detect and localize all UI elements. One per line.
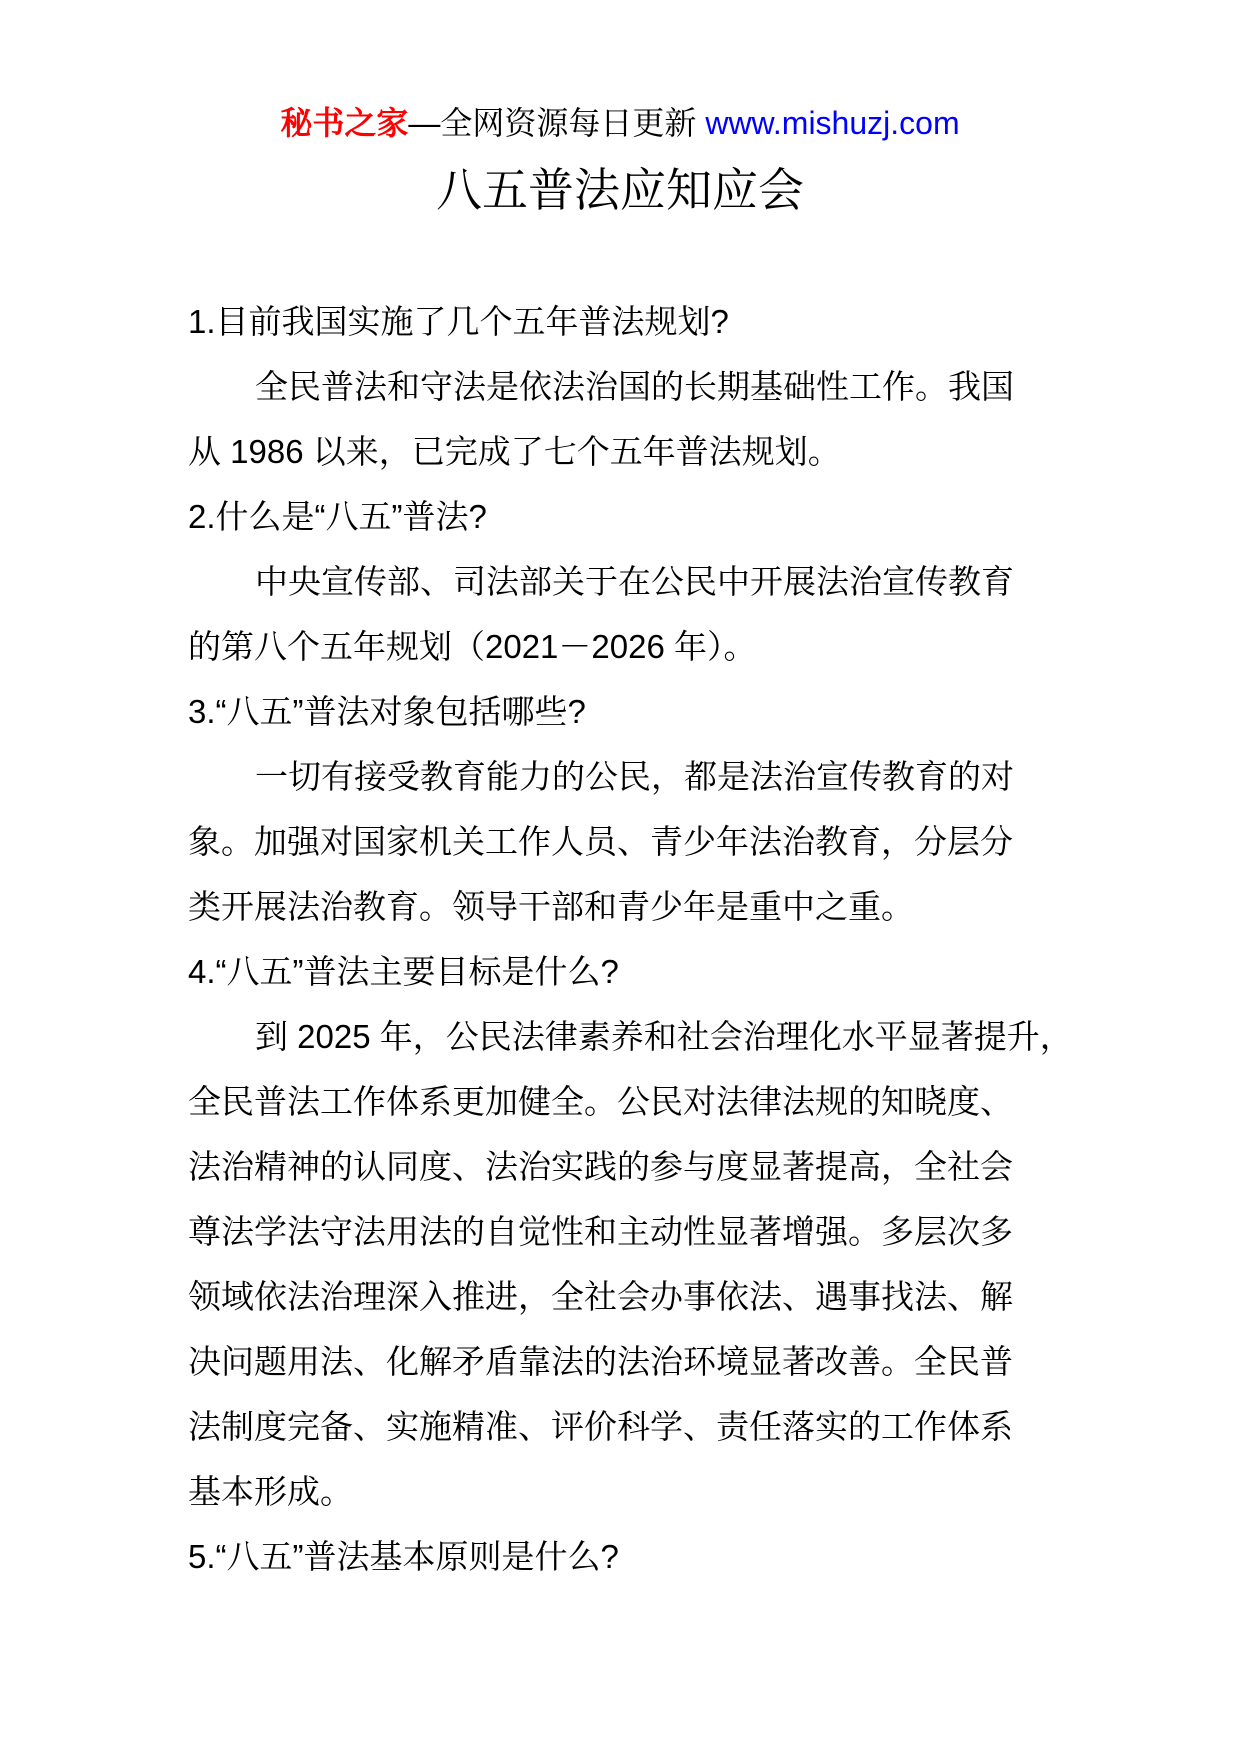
answer-line: 基本形成。 [188,1473,353,1510]
document-title: 八五普法应知应会 [436,164,804,216]
question-heading: 1.目前我国实施了几个五年普法规划? [188,303,729,340]
answer-line: 象。加强对国家机关工作人员、青少年法治教育，分层分 [188,823,1013,860]
answer-line: 中央宣传部、司法部关于在公民中开展法治宣传教育 [255,563,1014,600]
answer-line: 从 1986 以来，已完成了七个五年普法规划。 [188,433,841,470]
site-url: www.mishuzj.com [705,105,960,141]
site-header [0,100,1240,146]
answer-line: 决问题用法、化解矛盾靠法的法治环境显著改善。全民普 [188,1343,1013,1380]
question-heading: 5.“八五”普法基本原则是什么? [188,1538,619,1575]
answer-line: 全民普法工作体系更加健全。公民对法律法规的知晓度、 [188,1083,1013,1120]
answer-line: 尊法学法守法用法的自觉性和主动性显著增强。多层次多 [188,1213,1013,1250]
answer-line: 领域依法治理深入推进，全社会办事依法、遇事找法、解 [188,1278,1013,1315]
answer-line: 类开展法治教育。领导干部和青少年是重中之重。 [188,888,914,925]
answer-line: 法制度完备、实施精准、评价科学、责任落实的工作体系 [188,1408,1013,1445]
answer-line: 的第八个五年规划（2021－2026 年）。 [188,628,757,665]
question-heading: 4.“八五”普法主要目标是什么? [188,953,619,990]
answer-line: 到 2025 年，公民法律素养和社会治理化水平显著提升， [255,1018,1073,1055]
site-brand: 秘书之家 [280,105,409,141]
document-body [188,289,1188,1589]
question-heading: 2.什么是“八五”普法? [188,498,487,535]
question-heading: 3.“八五”普法对象包括哪些? [188,693,586,730]
answer-line: 全民普法和守法是依法治国的长期基础性工作。我国 [255,368,1014,405]
answer-line: 法治精神的认同度、法治实践的参与度显著提高，全社会 [188,1148,1013,1185]
answer-line: 一切有接受教育能力的公民，都是法治宣传教育的对 [255,758,1014,795]
site-tagline: —全网资源每日更新 [408,105,706,141]
